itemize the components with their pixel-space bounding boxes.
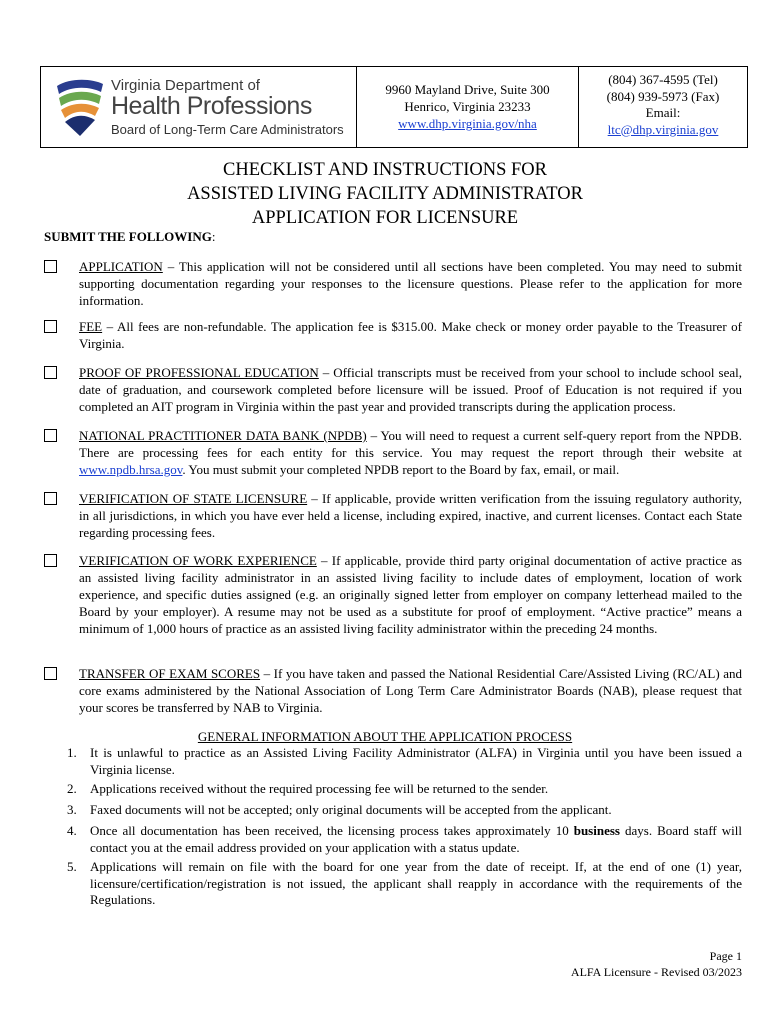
list-number: 3. — [67, 802, 77, 817]
checklist-body: – This application will not be considered until all sections have been completed. You may need to submit supporting documentation regarding your responses to the licensure questions. Please refer to the application for more information. — [79, 259, 742, 308]
list-number: 4. — [67, 823, 77, 838]
checklist-text — [79, 258, 742, 309]
checkbox[interactable] — [44, 429, 57, 442]
checklist-heading: TRANSFER OF EXAM SCORES — [79, 666, 261, 681]
list-number: 5. — [67, 859, 77, 874]
checkbox[interactable] — [44, 667, 57, 680]
list-text: Applications received without the required processing fee will be returned to the sender. — [90, 781, 549, 796]
list-text: It is unlawful to practice as an Assisted Living Facility Administrator (ALFA) in Virginia until you have been issued a Virginia license. — [90, 745, 742, 777]
logo-line-3: Board of Long-Term Care Administrators — [111, 122, 344, 137]
agency-logo — [41, 67, 357, 147]
fax-number: (804) 939-5973 (Fax) — [606, 88, 720, 104]
title-line-2: ASSISTED LIVING FACILITY ADMINISTRATOR — [187, 184, 583, 204]
email-link[interactable]: ltc@dhp.virginia.gov — [607, 121, 719, 137]
submit-heading-bold: SUBMIT THE FOLLOWING — [44, 229, 212, 244]
email-label: Email: — [645, 105, 681, 120]
list-text-end: days. Board staff will contact you at the email address provided on your application with a status update. — [90, 823, 743, 855]
checklist-text — [79, 665, 742, 716]
list-text-bold: business — [573, 823, 620, 838]
address-street: 9960 Mayland Drive, Suite 300 — [385, 82, 550, 97]
agency-contact — [579, 67, 747, 147]
title-line-1: CHECKLIST AND INSTRUCTIONS FOR — [223, 160, 547, 180]
address-city: Henrico, Virginia 23233 — [404, 99, 531, 114]
checklist-text — [79, 318, 742, 352]
submit-heading — [44, 229, 215, 245]
checklist-heading: NATIONAL PRACTITIONER DATA BANK (NPDB) — [79, 428, 367, 443]
page-number: Page 1 — [709, 949, 742, 963]
list-text: Applications will remain on file with the board for one year from the date of receipt. If, at the end of one (1) year, licensure/certification/registration is not issued, the applicant shall reapply in accordance with the requirements of the Regulations. — [90, 859, 742, 907]
checklist-text — [79, 552, 742, 637]
checklist-text — [79, 364, 742, 415]
checkbox[interactable] — [44, 554, 57, 567]
list-text — [90, 823, 742, 856]
list-text-start: Once all documentation has been received, the licensing process takes approximately 10 — [90, 823, 574, 838]
checklist-heading: FEE — [79, 319, 103, 334]
dhp-logo-icon — [53, 76, 107, 138]
revision-note: ALFA Licensure - Revised 03/2023 — [570, 965, 742, 979]
general-info-heading: GENERAL INFORMATION ABOUT THE APPLICATION PROCESS — [197, 729, 573, 744]
list-number: 2. — [67, 781, 77, 796]
checklist-body: – If applicable, provide third party original documentation of active practice as an assisted living facility administrator in an assisted living facility to include dates of employment, location of work experience, and specific duties assigned (e.g. an originally signed letter from employer on company letterhead mailed to the Board by your employer). A resume may not be used as a substitute for proof of employment. “Active practice” means a minimum of 1,000 hours of practice as an assisted living facility administrator within the preceding 24 months. — [79, 553, 742, 636]
checklist-heading: VERIFICATION OF WORK EXPERIENCE — [79, 553, 317, 568]
checkbox[interactable] — [44, 492, 57, 505]
submit-heading-colon: : — [211, 229, 216, 244]
page-title — [0, 158, 770, 230]
checklist-heading: VERIFICATION OF STATE LICENSURE — [79, 491, 308, 506]
title-line-3: APPLICATION FOR LICENSURE — [251, 208, 519, 228]
checkbox[interactable] — [44, 366, 57, 379]
checklist-body: – All fees are non-refundable. The application fee is $315.00. Make check or money order payable to the Treasurer of Virginia. — [79, 319, 742, 351]
logo-line-1: Virginia Department of — [111, 77, 260, 94]
checklist-heading: APPLICATION — [79, 259, 163, 274]
website-link[interactable]: www.dhp.virginia.gov/nha — [398, 116, 537, 131]
checkbox[interactable] — [44, 320, 57, 333]
checklist-body: – You will need to request a current self-query report from the NPDB. There are processing fees for each entity for this service. You may request the report through their website at — [79, 428, 742, 460]
checklist-body: – Official transcripts must be received from your school to include school seal, date of graduation, and coursework completed before licensure will be issued. Proof of Education is not required if you completed an AIT program in Virginia within the past year and provided transcripts during the application process. — [79, 365, 742, 414]
checklist-body-end: . You must submit your completed NPDB report to the Board by fax, email, or mail. — [182, 462, 620, 477]
checkbox[interactable] — [44, 260, 57, 273]
checklist-body: – If you have taken and passed the National Residential Care/Assisted Living (RC/AL) and core exams administered by the National Association of Long Term Care Administrator Boards (NAB), please request that your scores be transferred by NAB to Virginia. — [79, 666, 742, 715]
list-number: 1. — [67, 745, 77, 760]
logo-line-2: Health Professions — [111, 92, 312, 120]
page-footer — [571, 948, 742, 980]
phone-number: (804) 367-4595 (Tel) — [608, 72, 718, 87]
npdb-link[interactable]: www.npdb.hrsa.gov — [79, 462, 183, 477]
checklist-text — [79, 490, 742, 541]
checklist-body: – If applicable, provide written verification from the issuing regulatory authority, in all jurisdictions, in which you have ever held a license, including expired, inactive, and current licenses. Contact each State regarding processing fees. — [79, 491, 742, 540]
checklist-heading: PROOF OF PROFESSIONAL EDUCATION — [79, 365, 319, 380]
letterhead — [40, 66, 748, 148]
list-text: Faxed documents will not be accepted; only original documents will be accepted from the applicant. — [90, 802, 612, 817]
checklist-text — [79, 427, 742, 478]
agency-address — [357, 67, 579, 147]
